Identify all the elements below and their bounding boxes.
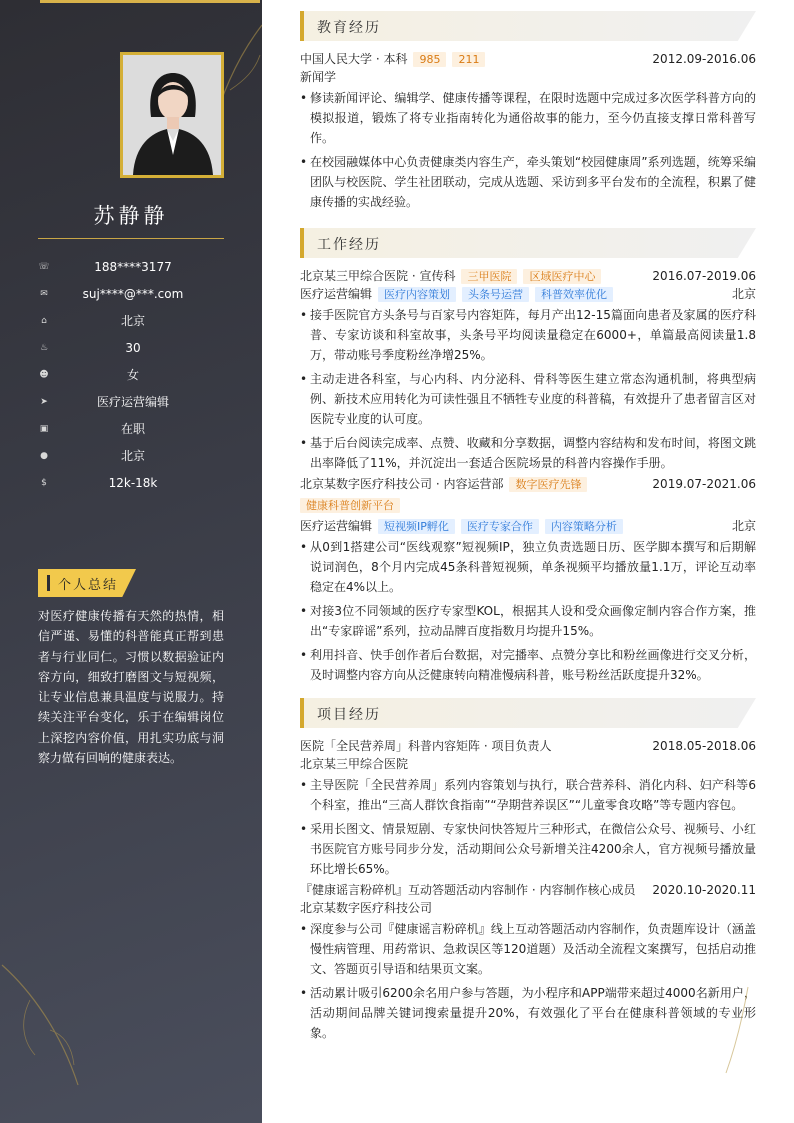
education-school-line (300, 50, 652, 68)
target-city-value: 北京 (120, 449, 145, 463)
role-tag: 医疗专家合作 (461, 519, 539, 534)
summary-heading-bar (47, 575, 50, 591)
job-header-row (300, 267, 756, 285)
education-header-row (300, 50, 756, 68)
job-role: 医疗运营编辑 (300, 287, 373, 301)
school-name: 中国人民大学 · 本科 (300, 52, 408, 66)
home-icon: ⌂ (41, 315, 47, 326)
bullet-item: • 活动累计吸引6200余名用户参与答题，为小程序和APP端带来超过4000名新用户，活动期间品牌关键词搜索量提升20%，有效强化了平台在健康科普领域的专业形象。 (300, 983, 756, 1043)
bullet-item: • 对接3位不同领域的医疗专家型KOL，根据其人设和受众画像定制内容合作方案，推出“专家辟谣”系列，拉动品牌百度指数月均提升15%。 (300, 601, 756, 641)
top-accent-bar (40, 0, 260, 3)
project-bullets (300, 919, 756, 1043)
residence-value: 北京 (120, 314, 145, 328)
location-icon: ● (40, 450, 48, 461)
project-entry (300, 737, 756, 883)
info-row-age (38, 334, 224, 361)
job-date: 2019.07-2021.06 (652, 477, 756, 491)
contact-info-list (38, 253, 224, 496)
section-header-education (300, 11, 756, 41)
job-date: 2016.07-2019.06 (652, 269, 756, 283)
phone-icon: ☏ (38, 261, 50, 272)
info-row-status (38, 415, 224, 442)
info-row-target-city (38, 442, 224, 469)
company-tag: 健康科普创新平台 (300, 498, 400, 513)
job-header-row (300, 475, 756, 493)
school-tag: 211 (452, 52, 485, 67)
company-tag: 数字医疗先锋 (509, 477, 587, 492)
avatar-photo (120, 52, 224, 178)
info-row-gender (38, 361, 224, 388)
education-date: 2012.09-2016.06 (652, 52, 756, 66)
job-role-line (300, 517, 732, 535)
info-row-salary (38, 469, 224, 496)
summary-text: 对医疗健康传播有天然的热情，相信严谨、易懂的科普能真正帮到患者与行业同仁。习惯以数据验证内容方向，细致打磨图文与短视频，让专业信息兼具温度与说服力。持续关注平台变化，乐于在编辑岗位上深挖内容价值，用扎实功底与洞察力做有回响的健康表达。 (38, 609, 224, 766)
job-company: 北京某三甲综合医院 · 宣传科 (300, 269, 456, 283)
candidate-name: 苏静静 (93, 204, 169, 228)
info-row-email (38, 280, 224, 307)
project-name: 医院「全民营养周」科普内容矩阵 · 项目负责人 (300, 739, 552, 753)
project-bullets (300, 775, 756, 879)
gender-value: 女 (126, 368, 139, 382)
job-city: 北京 (731, 287, 756, 301)
bullet-item: • 从0到1搭建公司“医线观察”短视频IP，独立负责选题日历、医学脚本撰写和后期解说词润色，8个月内完成45条科普短视频，单条视频平均播放量1.1万，评论互动率稳定在4%以上。 (300, 537, 756, 597)
sidebar (0, 0, 262, 1123)
email-icon: ✉ (40, 288, 48, 299)
section-title: 项目经历 (317, 707, 381, 723)
job-role: 医疗运营编辑 (300, 519, 373, 533)
section-header-projects (300, 698, 756, 728)
project-entry (300, 881, 756, 1047)
education-entry (300, 50, 756, 216)
age-value: 30 (125, 340, 141, 355)
job-role-row (300, 285, 756, 303)
bullet-item: • 主动走进各科室，与心内科、内分泌科、骨科等医生建立常态沟通机制，将典型病例、新技术应用转化为可读性强且不牺牲专业度的科普稿，有效提升了患者留言区对医院专业度的认可度。 (300, 369, 756, 429)
project-org: 北京某数字医疗科技公司 (300, 901, 433, 915)
briefcase-icon: ▣ (39, 423, 49, 434)
salary-value: 12k-18k (108, 475, 158, 490)
bullet-item: • 采用长图文、情景短剧、专家快问快答短片三种形式，在微信公众号、视频号、小红书医院官方账号同步分发，活动期间公众号新增关注4200余人，官方视频号播放量环比增长65%。 (300, 819, 756, 879)
project-date: 2020.10-2020.11 (652, 883, 756, 897)
summary-heading (38, 569, 136, 597)
job-role-row (300, 517, 756, 535)
school-tag: 985 (413, 52, 446, 67)
section-header-bar (300, 228, 304, 258)
role-tag: 医疗内容策划 (378, 287, 456, 302)
bullet-item: • 在校园融媒体中心负责健康类内容生产，牵头策划“校园健康周”系列选题，统筹采编团队与校医院、学生社团联动，完成从选题、采访到多平台发布的全流程，积累了健康传播的实战经验。 (300, 152, 756, 212)
section-title: 教育经历 (317, 20, 381, 36)
project-header-row (300, 881, 756, 899)
leaf-decoration-right-icon (718, 985, 758, 1075)
job-city: 北京 (731, 519, 756, 533)
status-value: 在职 (120, 422, 145, 436)
job-role-line (300, 285, 732, 303)
company-tag: 三甲医院 (461, 269, 517, 284)
gender-icon: ☻ (39, 369, 49, 380)
leaf-decoration-bottom-icon (0, 960, 90, 1090)
project-org: 北京某三甲综合医院 (300, 757, 409, 771)
bullet-item: • 主导医院「全民营养周」系列内容策划与执行，联合营养科、消化内科、妇产科等6个科室，推出“三高人群饮食指南”“孕期营养误区”“儿童零食攻略”等专题内容包。 (300, 775, 756, 815)
project-name: 『健康谣言粉碎机』互动答题活动内容制作 · 内容制作核心成员 (300, 883, 636, 897)
bullet-item: • 利用抖音、快手创作者后台数据，对完播率、点赞分享比和粉丝画像进行交叉分析，及时调整内容方向从泛健康转向精准慢病科普，账号粉丝活跃度提升32%。 (300, 645, 756, 685)
target-job-value: 医疗运营编辑 (96, 395, 169, 409)
section-header-work (300, 228, 756, 258)
role-tag: 短视频IP孵化 (378, 519, 455, 534)
job-tag-row (300, 496, 756, 514)
cake-icon: ♨ (39, 342, 49, 353)
role-tag: 内容策略分析 (545, 519, 623, 534)
bullet-item: • 接手医院官方头条号与百家号内容矩阵，每月产出12-15篇面向患者及家属的医疗科普、专家访谈和科室故事，头条号平均阅读量稳定在6000+，单篇最高阅读量1.8万，带动账号季度粉丝净增25%。 (300, 305, 756, 365)
bullet-item: • 修读新闻评论、编辑学、健康传播等课程，在限时选题中完成过多次医学科普方向的模拟报道，锻炼了将专业指南转化为通俗故事的能力，至今仍直接支撑日常科普写作。 (300, 88, 756, 148)
job-company-line (300, 475, 652, 493)
send-icon: ➤ (40, 396, 48, 407)
info-row-residence (38, 307, 224, 334)
company-tag: 区域医疗中心 (523, 269, 601, 284)
bullet-item: • 深度参与公司『健康谣言粉碎机』线上互动答题活动内容制作，负责题库设计（涵盖慢性病管理、用药常识、急救误区等120道题）及活动全流程文案撰写，包括启动推文、答题页引导语和结果页文案。 (300, 919, 756, 979)
project-date: 2018.05-2018.06 (652, 739, 756, 753)
info-row-phone (38, 253, 224, 280)
job-company-line (300, 267, 652, 285)
job-extra-tag-line (300, 496, 756, 514)
summary-title: 个人总结 (58, 578, 119, 593)
job-company: 北京某数字医疗科技公司 · 内容运营部 (300, 477, 504, 491)
section-title: 工作经历 (317, 237, 381, 253)
project-header-row (300, 737, 756, 755)
job-entry (300, 475, 756, 689)
role-tag: 头条号运营 (462, 287, 529, 302)
phone-value: 188****3177 (94, 259, 172, 274)
section-header-bar (300, 11, 304, 41)
email-value: suj****@***.com (82, 286, 184, 301)
education-bullets (300, 88, 756, 212)
education-major: 新闻学 (300, 70, 337, 84)
name-divider (38, 238, 224, 239)
portrait-icon (123, 55, 221, 175)
bullet-item: • 基于后台阅读完成率、点赞、收藏和分享数据，调整内容结构和发布时间，将图文跳出率降低了11%，并沉淀出一套适合医院场景的科普内容操作手册。 (300, 433, 756, 473)
salary-icon: $ (41, 477, 47, 488)
info-row-target-job (38, 388, 224, 415)
section-header-bar (300, 698, 304, 728)
job-bullets (300, 537, 756, 685)
job-bullets (300, 305, 756, 473)
job-entry (300, 267, 756, 477)
role-tag: 科普效率优化 (535, 287, 613, 302)
